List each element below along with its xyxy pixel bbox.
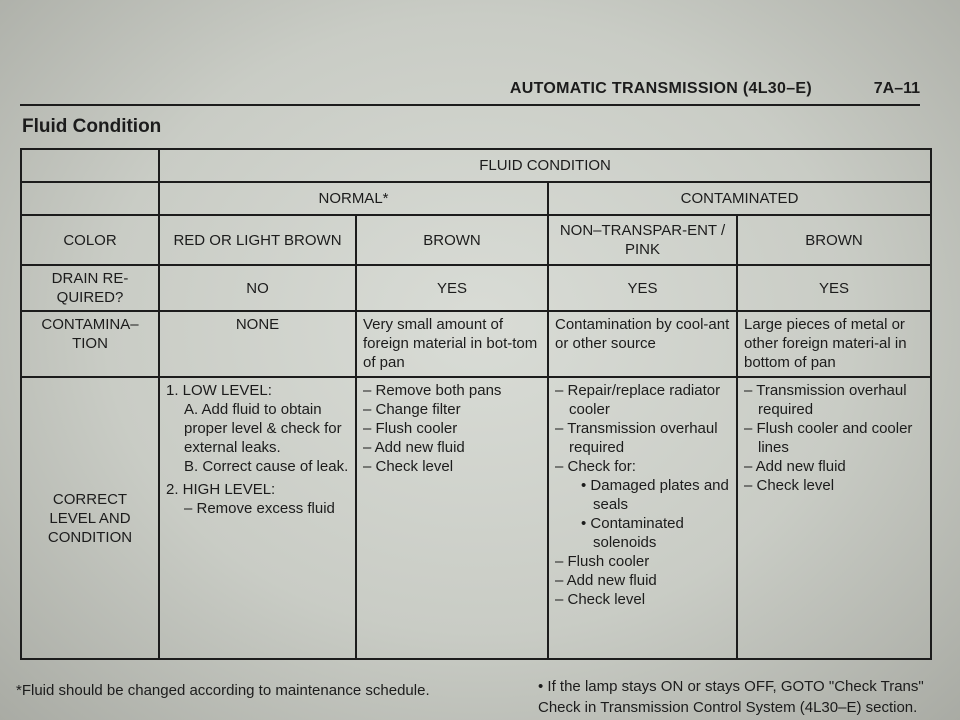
table-cell: BROWN [737,215,931,265]
list-item: – Check level [744,477,835,494]
list-item: – Add new fluid [363,439,465,456]
table-row [21,265,931,311]
correct-col-contaminated-brown [737,377,931,659]
table-cell: NON–TRANSPAR-ENT / PINK [548,215,737,265]
fluid-condition-table [20,148,930,660]
step-b: B. Correct cause of leak. [184,458,349,475]
correct-col-normal-red [159,377,356,659]
low-level-heading: 1. LOW LEVEL: [166,382,272,399]
correct-col-normal-brown [356,377,548,659]
high-level-heading: 2. HIGH LEVEL: [166,481,276,498]
list-item: – Repair/replace radiator cooler [555,382,721,418]
top-header: FLUID CONDITION [159,149,931,182]
list-item: – Change filter [363,401,461,418]
table-cell: RED OR LIGHT BROWN [159,215,356,265]
row-label-correct: CORRECT LEVEL AND CONDITION [21,377,159,659]
empty-cell [21,149,159,182]
table-cell: BROWN [356,215,548,265]
table-cell: YES [737,265,931,311]
row-label-color: COLOR [21,215,159,265]
list-item: – Flush cooler [555,553,650,570]
table-row [21,311,931,377]
remove-excess: – Remove excess fluid [184,500,335,517]
table-row [21,182,931,215]
list-item: – Transmission overhaul required [555,420,718,456]
step-a: A. Add fluid to obtain proper level & check for external leaks. [184,401,342,456]
header-title: AUTOMATIC TRANSMISSION (4L30–E) [509,80,812,97]
group-header-contaminated: CONTAMINATED [548,182,931,215]
empty-cell [21,182,159,215]
table-cell: Large pieces of metal or other foreign materi-al in bottom of pan [737,311,931,377]
group-header-normal: NORMAL* [159,182,548,215]
list-item: – Check level [555,591,646,608]
table-cell: YES [548,265,737,311]
list-item: – Transmission overhaul required [744,382,907,418]
section-title: Fluid Condition [22,116,162,137]
table-cell: NO [159,265,356,311]
table-cell: Contamination by cool-ant or other source [548,311,737,377]
list-item: • Contaminated solenoids [581,515,684,551]
table-row [21,377,931,659]
list-item: • Damaged plates and seals [581,477,729,513]
list-item: – Flush cooler and cooler lines [744,420,913,456]
list-item: – Flush cooler [363,420,458,437]
row-label-drain: DRAIN RE-QUIRED? [21,265,159,311]
table-row [21,215,931,265]
row-label-contamination: CONTAMINA–TION [21,311,159,377]
list-item: – Check for: [555,458,636,475]
table-cell: Very small amount of foreign material in bot-tom of pan [356,311,548,377]
list-item: – Add new fluid [555,572,657,589]
page-header [20,76,920,106]
correct-col-contaminated-pink [548,377,737,659]
footnote-maintenance: *Fluid should be changed according to maintenance schedule. [16,682,430,699]
list-item: – Remove both pans [363,382,502,399]
list-item: – Check level [363,458,454,475]
table-cell: NONE [159,311,356,377]
list-item: – Add new fluid [744,458,846,475]
table-cell: YES [356,265,548,311]
page-number: 7A–11 [873,80,920,97]
table-row [21,149,931,182]
footnote-lamp: • If the lamp stays ON or stays OFF, GOTO "Check Trans" Check in Transmission Control System (4L30–E) section. [538,678,924,716]
